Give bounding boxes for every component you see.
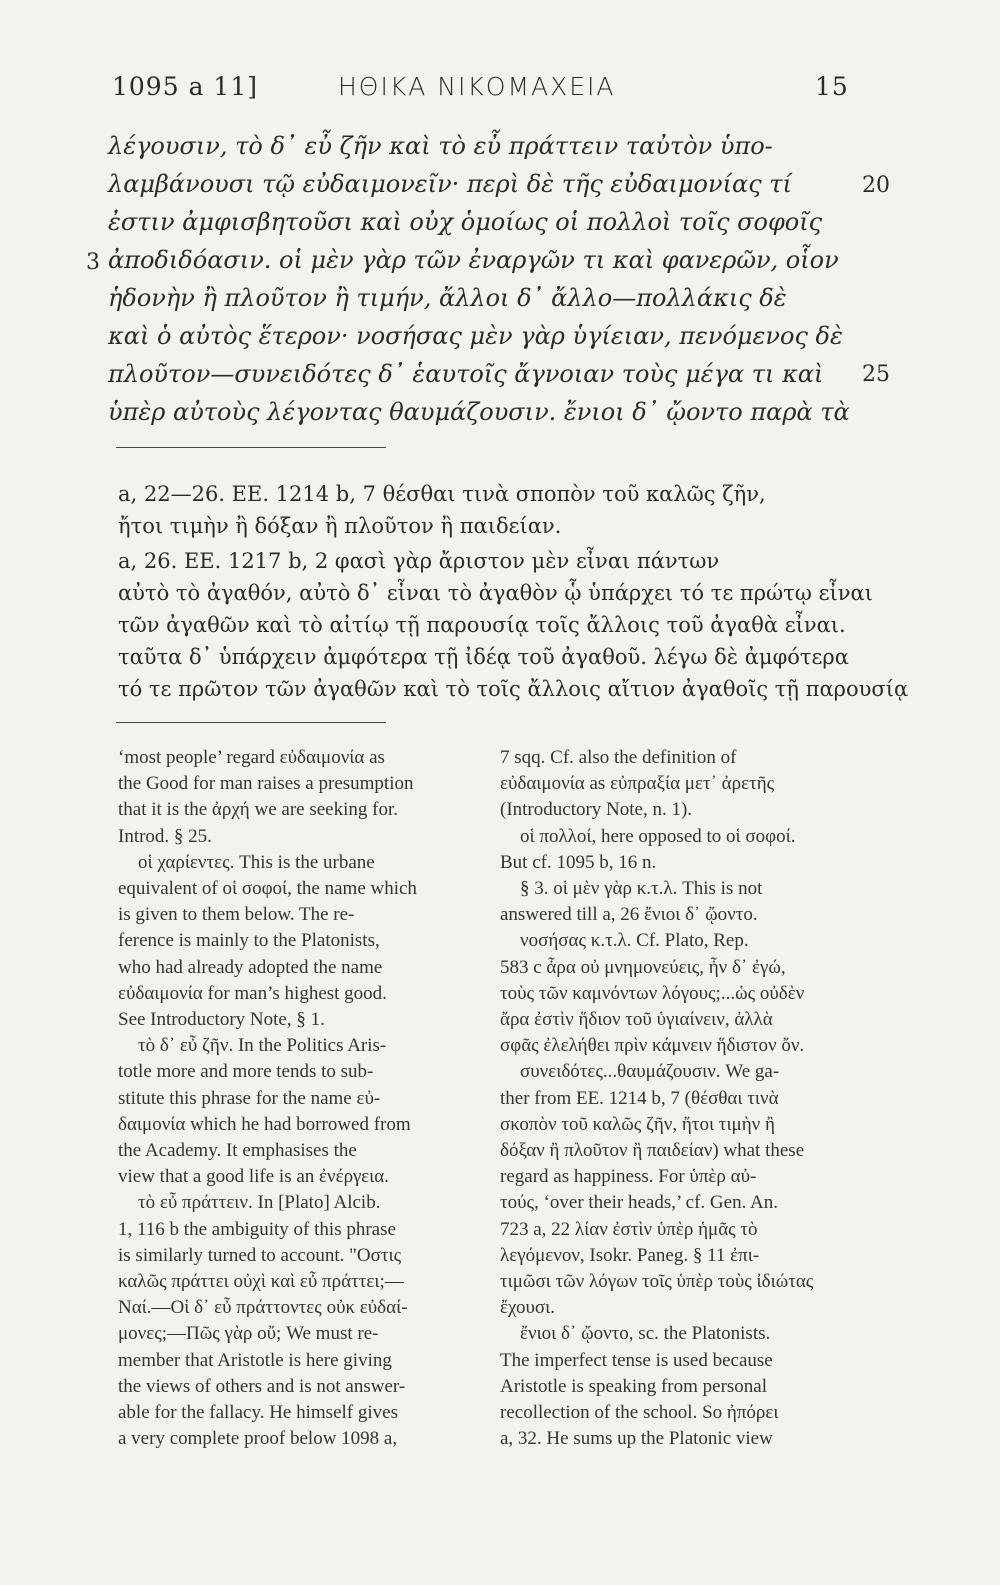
commentary-line: τὸ εὖ πράττειν. In [Plato] Alcib.	[138, 1192, 381, 1214]
commentary-line: ἔνιοι δ᾽ ᾤοντο, sc. the Platonists.	[520, 1323, 771, 1345]
commentary-line: δόξαν ἢ πλοῦτον ἢ παιδείαν) what these	[500, 1140, 805, 1162]
line-number: 20	[862, 173, 890, 198]
commentary-line: τὸ δ᾽ εὖ ζῆν. In the Politics Aris-	[138, 1035, 387, 1057]
greek-line: πλοῦτον—συνειδότες δ᾽ ἑαυτοῖς ἄγνοιαν τοὺς μέγα τι καὶ	[108, 360, 824, 388]
commentary-line: Ναί.—Οἱ δ᾽ εὖ πράττοντες οὐκ εὐδαί-	[118, 1297, 408, 1319]
commentary-line: 1, 116 b the ambiguity of this phrase	[118, 1218, 396, 1240]
commentary-line: τούς, ‘over their heads,’ cf. Gen. An.	[500, 1192, 778, 1214]
divider-rule	[116, 447, 386, 448]
commentary-line: λεγόμενον, Isokr. Paneg. § 11 ἐπι-	[500, 1244, 760, 1266]
commentary-line: equivalent of οἱ σοφοί, the name which	[118, 878, 417, 900]
commentary-line: Introd. § 25.	[118, 825, 212, 847]
commentary-line: 583 c ἆρα οὐ μνημονεύεις, ἦν δ᾽ ἐγώ,	[500, 956, 786, 978]
commentary-line: σφᾶς ἐλελήθει πρὶν κάμνειν ἥδιστον ὄν.	[500, 1035, 805, 1057]
line-number: 25	[862, 362, 890, 387]
commentary-line: See Introductory Note, § 1.	[118, 1009, 325, 1031]
commentary-line: ference is mainly to the Platonists,	[118, 930, 380, 952]
commentary-line: οἱ χαρίεντες. This is the urbane	[138, 851, 375, 873]
commentary-line: regard as happiness. For ὑπὲρ αὐ-	[500, 1166, 757, 1188]
commentary-line: totle more and more tends to sub-	[118, 1061, 374, 1083]
commentary-line: δαιμονία which he had borrowed from	[118, 1113, 411, 1135]
apparatus-line: ταῦτα δ᾽ ὑπάρχειν ἀμφότερα τῇ ἰδέᾳ τοῦ ἀγαθοῦ. λέγω δὲ ἀμφότερα	[118, 645, 849, 669]
commentary-right-column	[500, 745, 852, 1452]
commentary-line: τοὺς τῶν καμνόντων λόγους;...ὡς οὐδὲν	[500, 982, 805, 1004]
commentary-line: member that Aristotle is here giving	[118, 1349, 392, 1371]
greek-line: καὶ ὁ αὐτὸς ἕτερον· νοσήσας μὲν γὰρ ὑγίειαν, πενόμενος δὲ	[108, 322, 843, 350]
divider-rule	[116, 722, 386, 723]
commentary-line: ἔχουσι.	[500, 1297, 556, 1319]
greek-line: ἐστιν ἀμφισβητοῦσι καὶ οὐχ ὁμοίως οἱ πολλοὶ τοῖς σοφοῖς	[108, 208, 823, 236]
apparatus-line: αὐτὸ τὸ ἀγαθόν, αὐτὸ δ᾽ εἶναι τὸ ἀγαθὸν ᾧ ὑπάρχει τό τε πρώτῳ εἶναι	[118, 581, 873, 605]
apparatus-line: a, 26. EE. 1217 b, 2 φασὶ γὰρ ἄριστον μὲν εἶναι πάντων	[118, 549, 720, 573]
commentary-line: able for the fallacy. He himself gives	[118, 1402, 398, 1424]
greek-line: λαμβάνουσι τῷ εὐδαιμονεῖν· περὶ δὲ τῆς εὐδαιμονίας τί	[108, 170, 792, 198]
apparatus-line: τό τε πρῶτον τῶν ἀγαθῶν καὶ τὸ τοῖς ἄλλοις αἴτιον ἀγαθοῖς τῇ παρουσίᾳ	[118, 677, 909, 701]
commentary-line: Aristotle is speaking from personal	[500, 1375, 768, 1397]
greek-line: ἡδονὴν ἢ πλοῦτον ἢ τιμήν, ἄλλοι δ᾽ ἄλλο—πολλάκις δὲ	[108, 284, 787, 312]
commentary-line: the views of others and is not answer-	[118, 1375, 406, 1397]
commentary-line: τιμῶσι τῶν λόγων τοῖς ὑπὲρ τοὺς ἰδιώτας	[500, 1271, 814, 1293]
commentary-line: who had already adopted the name	[118, 956, 383, 978]
commentary-line: the Good for man raises a presumption	[118, 773, 414, 795]
commentary-line: συνειδότες...θαυμάζουσιν. We ga-	[520, 1061, 780, 1083]
commentary-line: a very complete proof below 1098 a,	[118, 1428, 398, 1450]
commentary-line: (Introductory Note, n. 1).	[500, 799, 693, 821]
commentary-line: view that a good life is an ἐνέργεια.	[118, 1166, 389, 1188]
commentary-line: But cf. 1095 b, 16 n.	[500, 851, 657, 873]
commentary-line: μονες;—Πῶς γὰρ οὔ; We must re-	[118, 1323, 379, 1345]
commentary-line: recollection of the school. So ἠπόρει	[500, 1402, 779, 1424]
commentary-line: is given to them below. The re-	[118, 904, 355, 926]
commentary-line: answered till a, 26 ἔνιοι δ᾽ ᾤοντο.	[500, 904, 758, 926]
commentary-line: 7 sqq. Cf. also the definition of	[500, 747, 737, 768]
commentary-line: ἄρα ἐστὶν ἥδιον τοῦ ὑγιαίνειν, ἀλλὰ	[500, 1009, 773, 1031]
commentary-left-column	[118, 745, 470, 1452]
commentary-line: The imperfect tense is used because	[500, 1349, 773, 1371]
commentary-line: the Academy. It emphasises the	[118, 1140, 357, 1162]
section-number: 3	[86, 250, 100, 275]
commentary-line: that it is the ἀρχή we are seeking for.	[118, 799, 398, 821]
commentary-line: 723 a, 22 λίαν ἐστὶν ὑπὲρ ἡμᾶς τὸ	[500, 1218, 758, 1240]
commentary-line: οἱ πολλοί, here opposed to οἱ σοφοί.	[520, 825, 796, 847]
greek-line: ἀποδιδόασιν. οἱ μὲν γὰρ τῶν ἐναργῶν τι καὶ φανερῶν, οἷον	[108, 246, 839, 274]
commentary-line: is similarly turned to account. "Οστις	[118, 1244, 402, 1266]
running-head-reference: 1095 a 11]	[112, 72, 258, 101]
running-head-title: ΗΘΙΚΑ ΝΙΚΟΜΑΧΕΙΑ	[338, 72, 616, 101]
apparatus-line: a, 22—26. EE. 1214 b, 7 θέσθαι τινὰ σποπὸν τοῦ καλῶς ζῆν,	[118, 482, 766, 506]
apparatus-line: τῶν ἀγαθῶν καὶ τὸ αἰτίῳ τῇ παρουσίᾳ τοῖς ἄλλοις τοῦ ἀγαθὰ εἶναι.	[118, 613, 846, 637]
commentary-line: σκοπὸν τοῦ καλῶς ζῆν, ἤτοι τιμὴν ἢ	[500, 1113, 775, 1135]
commentary-line: ‘most people’ regard εὐδαιμονία as	[118, 747, 385, 768]
greek-line: λέγουσιν, τὸ δ᾽ εὖ ζῆν καὶ τὸ εὖ πράττειν ταὐτὸν ὑπο-	[108, 132, 773, 160]
page-number: 15	[815, 72, 849, 101]
commentary-line: ther from EE. 1214 b, 7 (θέσθαι τινὰ	[500, 1087, 779, 1109]
commentary-line: νοσήσας κ.τ.λ. Cf. Plato, Rep.	[520, 930, 749, 952]
commentary-line: § 3. οἱ μὲν γὰρ κ.τ.λ. This is not	[520, 878, 763, 900]
greek-line: ὑπὲρ αὐτοὺς λέγοντας θαυμάζουσιν. ἔνιοι δ᾽ ᾤοντο παρὰ τὰ	[108, 398, 850, 426]
commentary-line: stitute this phrase for the name εὐ-	[118, 1087, 381, 1109]
commentary-line: εὐδαιμονία for man’s highest good.	[118, 982, 387, 1004]
commentary-line: εὐδαιμονία as εὐπραξία μετ᾽ ἀρετῆς	[500, 773, 775, 795]
commentary-line: καλῶς πράττει οὐχὶ καὶ εὖ πράττει;—	[118, 1271, 404, 1293]
apparatus-line: ἤτοι τιμὴν ἢ δόξαν ἢ πλοῦτον ἢ παιδείαν.	[118, 514, 562, 538]
commentary-line: a, 32. He sums up the Platonic view	[500, 1428, 773, 1450]
